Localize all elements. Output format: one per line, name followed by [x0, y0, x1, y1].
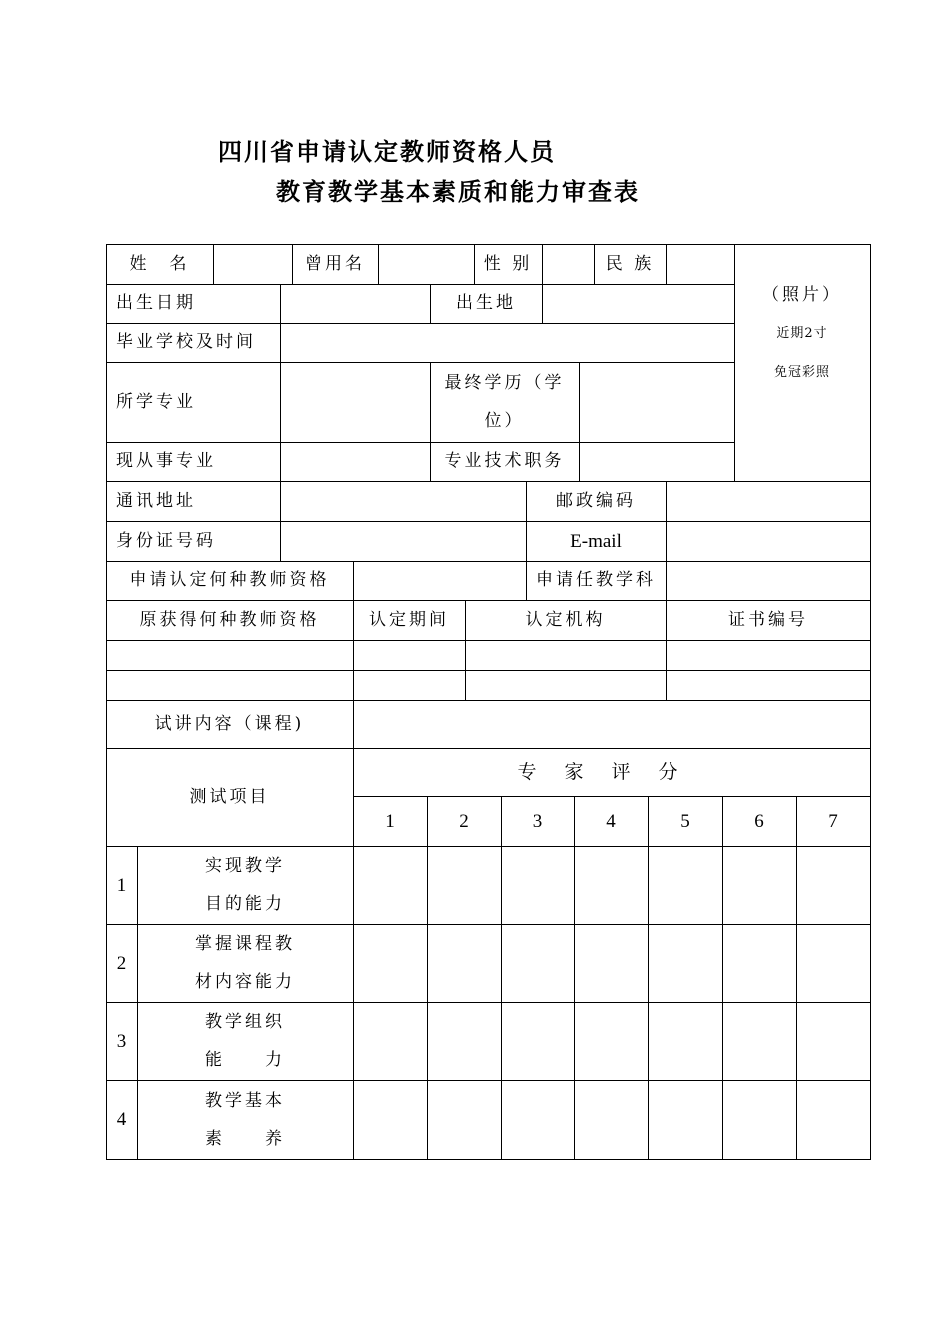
table-rule-v: [378, 244, 379, 285]
table-rule-v: [542, 284, 543, 324]
test-item-name: 教学基本 素 养: [205, 1090, 285, 1149]
label-major: 所学专业: [116, 391, 196, 412]
table-rule-v: [666, 481, 667, 601]
expert-number: 2: [459, 810, 469, 832]
table-rule-v: [353, 561, 354, 1160]
label-birth-place: 出生地: [456, 293, 516, 313]
table-rule-v: [666, 244, 667, 285]
test-item-name: 实现教学 目的能力: [205, 856, 285, 914]
label-lecture: 试讲内容（课程): [154, 713, 305, 734]
label-education: 最终学历（学 位）: [444, 373, 565, 431]
form-title-line1: 四川省申请认定教师资格人员: [218, 138, 556, 166]
table-rule-v: [427, 796, 428, 1160]
expert-number: 7: [828, 810, 838, 832]
table-rule-v: [213, 244, 214, 285]
table-rule-v: [722, 796, 723, 1160]
test-item-number: 1: [116, 874, 127, 896]
test-item-name: 掌握课程教 材内容能力: [195, 934, 295, 992]
table-rule-v: [574, 796, 575, 1160]
label-id-number: 身份证号码: [116, 530, 216, 551]
table-rule-h: [106, 1159, 871, 1160]
label-apply-qualification: 申请认定何种教师资格: [129, 570, 330, 590]
label-apply-subject: 申请任教学科: [536, 570, 656, 590]
expert-number: 6: [754, 810, 764, 832]
table-rule-v: [870, 244, 871, 1160]
table-rule-h: [106, 670, 871, 671]
label-gender: 性 别: [483, 253, 533, 274]
form-title-line2: 教育教学基本素质和能力审查表: [276, 178, 640, 206]
test-item-number: 3: [116, 1030, 127, 1052]
label-email: E-mail: [570, 530, 622, 552]
label-cert-number: 证书编号: [728, 609, 808, 630]
expert-number: 1: [385, 810, 395, 832]
label-cert-period: 认定期间: [369, 609, 449, 630]
label-name: 姓 名: [129, 253, 190, 274]
label-cert-org: 认定机构: [525, 609, 606, 630]
table-rule-v: [280, 284, 281, 324]
label-current-major: 现从事专业: [116, 451, 216, 471]
label-address: 通讯地址: [116, 490, 196, 511]
expert-number: 3: [532, 810, 543, 832]
label-expert-score: 专家评分: [517, 760, 706, 783]
test-item-name: 教学组织 能 力: [205, 1012, 285, 1070]
expert-number: 5: [680, 810, 690, 832]
table-rule-v: [501, 796, 502, 1160]
label-former-name: 曾用名: [305, 253, 365, 274]
label-tech-title: 专业技术职务: [444, 451, 565, 471]
label-prev-qualification: 原获得何种教师资格: [139, 609, 320, 630]
expert-number: 4: [606, 810, 616, 832]
label-postcode: 邮政编码: [556, 490, 636, 511]
table-rule-v: [542, 244, 543, 285]
photo-note-type: 免冠彩照: [773, 364, 830, 380]
table-rule-v: [280, 481, 281, 562]
test-item-number: 4: [116, 1109, 127, 1130]
table-rule-h: [106, 640, 871, 641]
label-school-time: 毕业学校及时间: [116, 332, 256, 352]
table-rule-v: [579, 362, 580, 482]
photo-placeholder: （照片）: [762, 284, 842, 305]
table-rule-v: [280, 323, 281, 363]
test-item-number: 2: [116, 952, 127, 974]
table-rule-v: [796, 796, 797, 1160]
photo-note-size: 近期2寸: [776, 325, 828, 341]
label-test-items: 测试项目: [189, 786, 270, 807]
label-birth-date: 出生日期: [116, 293, 196, 313]
table-rule-v: [648, 796, 649, 1160]
label-ethnicity: 民 族: [605, 253, 655, 274]
table-rule-v: [280, 362, 281, 482]
